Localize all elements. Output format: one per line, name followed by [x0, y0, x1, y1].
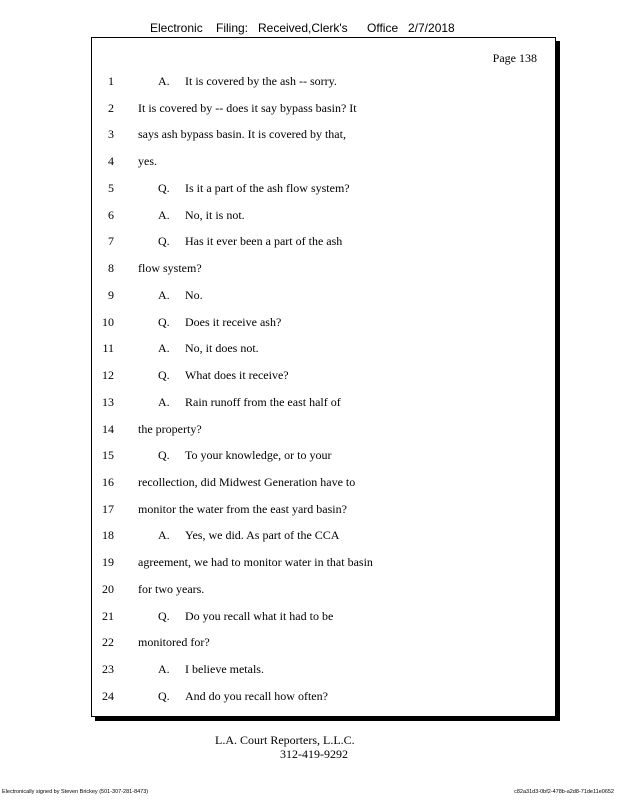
line-text [158, 74, 337, 88]
line-text [138, 502, 347, 516]
line-content: No, it does not. [185, 341, 259, 356]
line-text [138, 635, 210, 649]
line-text [138, 261, 202, 275]
speaker-label: Q. [158, 180, 170, 195]
line-content: monitored for? [138, 635, 210, 650]
line-number: 21 [102, 608, 114, 623]
line-number: 22 [102, 635, 114, 650]
speaker-label: Q. [158, 234, 170, 249]
transcript-line [92, 205, 555, 232]
line-number: 20 [102, 581, 114, 596]
transcript-line [92, 606, 555, 633]
filing-office: Office [367, 21, 399, 35]
transcript-line [92, 632, 555, 659]
line-content: the property? [138, 421, 202, 436]
line-content: Do you recall what it had to be [185, 608, 334, 623]
line-number: 8 [108, 261, 114, 276]
filing-stamp-header [150, 21, 480, 37]
line-number: 10 [102, 314, 114, 329]
line-number: 14 [102, 421, 114, 436]
transcript-line [92, 445, 555, 472]
line-content: I believe metals. [185, 662, 264, 677]
speaker-label: Q. [158, 688, 170, 703]
speaker-label: A. [158, 207, 170, 222]
document-hash: c82a31d3-0bf2-478b-a2d8-71de11e0652 [514, 789, 614, 795]
line-text [138, 127, 346, 141]
line-number: 3 [108, 127, 114, 142]
transcript-page [91, 37, 556, 717]
line-content: Rain runoff from the east half of [185, 394, 341, 409]
speaker-label: A. [158, 287, 170, 302]
transcript-lines [92, 71, 555, 713]
line-text [158, 181, 350, 195]
line-number: 15 [102, 448, 114, 463]
line-text [158, 341, 259, 355]
line-number: 6 [108, 207, 114, 222]
transcript-line [92, 525, 555, 552]
line-content: Yes, we did. As part of the CCA [185, 528, 340, 543]
line-content: No. [185, 287, 203, 302]
line-number: 12 [102, 368, 114, 383]
line-content: No, it is not. [185, 207, 245, 222]
transcript-line [92, 579, 555, 606]
line-number: 11 [102, 341, 114, 356]
line-content: Is it a part of the ash flow system? [185, 180, 350, 195]
reporter-phone: 312-419-9292 [280, 747, 348, 761]
line-content: flow system? [138, 261, 202, 276]
line-text [158, 208, 245, 222]
speaker-label: Q. [158, 314, 170, 329]
transcript-line [92, 338, 555, 365]
transcript-line [92, 231, 555, 258]
line-text [138, 475, 355, 489]
transcript-line [92, 124, 555, 151]
line-number: 13 [102, 394, 114, 409]
line-text [158, 528, 339, 542]
line-content: It is covered by the ash -- sorry. [185, 74, 337, 88]
reporter-company: L.A. Court Reporters, L.L.C. [215, 733, 355, 747]
line-text [138, 582, 204, 596]
transcript-line [92, 419, 555, 446]
speaker-label: Q. [158, 448, 170, 463]
line-content: To your knowledge, or to your [185, 448, 332, 463]
filing-date: 2/7/2018 [408, 21, 455, 35]
transcript-line [92, 365, 555, 392]
transcript-line [92, 552, 555, 579]
line-content: says ash bypass basin. It is covered by that, [138, 127, 346, 142]
filing-electronic: Electronic [150, 21, 203, 35]
line-number: 1 [108, 74, 114, 88]
line-text [158, 234, 342, 248]
transcript-line [92, 285, 555, 312]
line-content: for two years. [138, 581, 205, 596]
line-text [138, 154, 157, 168]
speaker-label: A. [158, 394, 170, 409]
speaker-label: A. [158, 528, 170, 543]
line-content: Has it ever been a part of the ash [185, 234, 343, 249]
line-number: 18 [102, 528, 114, 543]
line-number: 19 [102, 555, 114, 570]
transcript-line [92, 312, 555, 339]
transcript-line [92, 98, 555, 125]
transcript-line [92, 178, 555, 205]
speaker-label: A. [158, 662, 170, 677]
line-content: Does it receive ash? [185, 314, 282, 329]
line-text [138, 555, 373, 569]
speaker-label: Q. [158, 368, 170, 383]
line-number: 17 [102, 501, 114, 516]
line-text [158, 395, 341, 409]
line-text [158, 315, 281, 329]
transcript-line [92, 472, 555, 499]
line-number: 2 [108, 100, 114, 115]
page-number: Page 138 [492, 51, 537, 65]
line-content: recollection, did Midwest Generation have to [138, 475, 356, 490]
transcript-line [92, 686, 555, 713]
filing-label: Filing: [216, 21, 249, 35]
transcript-line [92, 71, 555, 98]
speaker-label: Q. [158, 608, 170, 623]
transcript-line [92, 392, 555, 419]
line-text [158, 609, 333, 623]
line-number: 4 [108, 154, 114, 169]
line-number: 9 [108, 287, 114, 302]
line-content: It is covered by -- does it say bypass basin? It [138, 100, 357, 115]
line-text [158, 288, 203, 302]
line-number: 24 [102, 688, 114, 703]
transcript-line [92, 258, 555, 285]
transcript-line [92, 151, 555, 178]
line-text [158, 689, 328, 703]
transcript-line [92, 499, 555, 526]
line-text [158, 448, 331, 462]
line-number: 7 [108, 234, 114, 249]
line-content: What does it receive? [185, 368, 289, 383]
line-text [138, 422, 202, 436]
filing-received: Received,Clerk's [258, 21, 348, 35]
line-text [158, 662, 264, 676]
line-text [158, 368, 289, 382]
line-text [138, 101, 357, 115]
line-number: 23 [102, 662, 114, 677]
transcript-line [92, 659, 555, 686]
speaker-label: A. [158, 74, 170, 88]
line-number: 5 [108, 180, 114, 195]
line-content: yes. [138, 154, 157, 169]
speaker-label: A. [158, 341, 170, 356]
line-content: agreement, we had to monitor water in that basin [138, 555, 373, 570]
line-content: And do you recall how often? [185, 688, 328, 703]
line-number: 16 [102, 475, 114, 490]
electronic-signature: Electronically signed by Steven Brickey (501-307-281-8473) [2, 789, 149, 795]
line-content: monitor the water from the east yard basin? [138, 501, 347, 516]
